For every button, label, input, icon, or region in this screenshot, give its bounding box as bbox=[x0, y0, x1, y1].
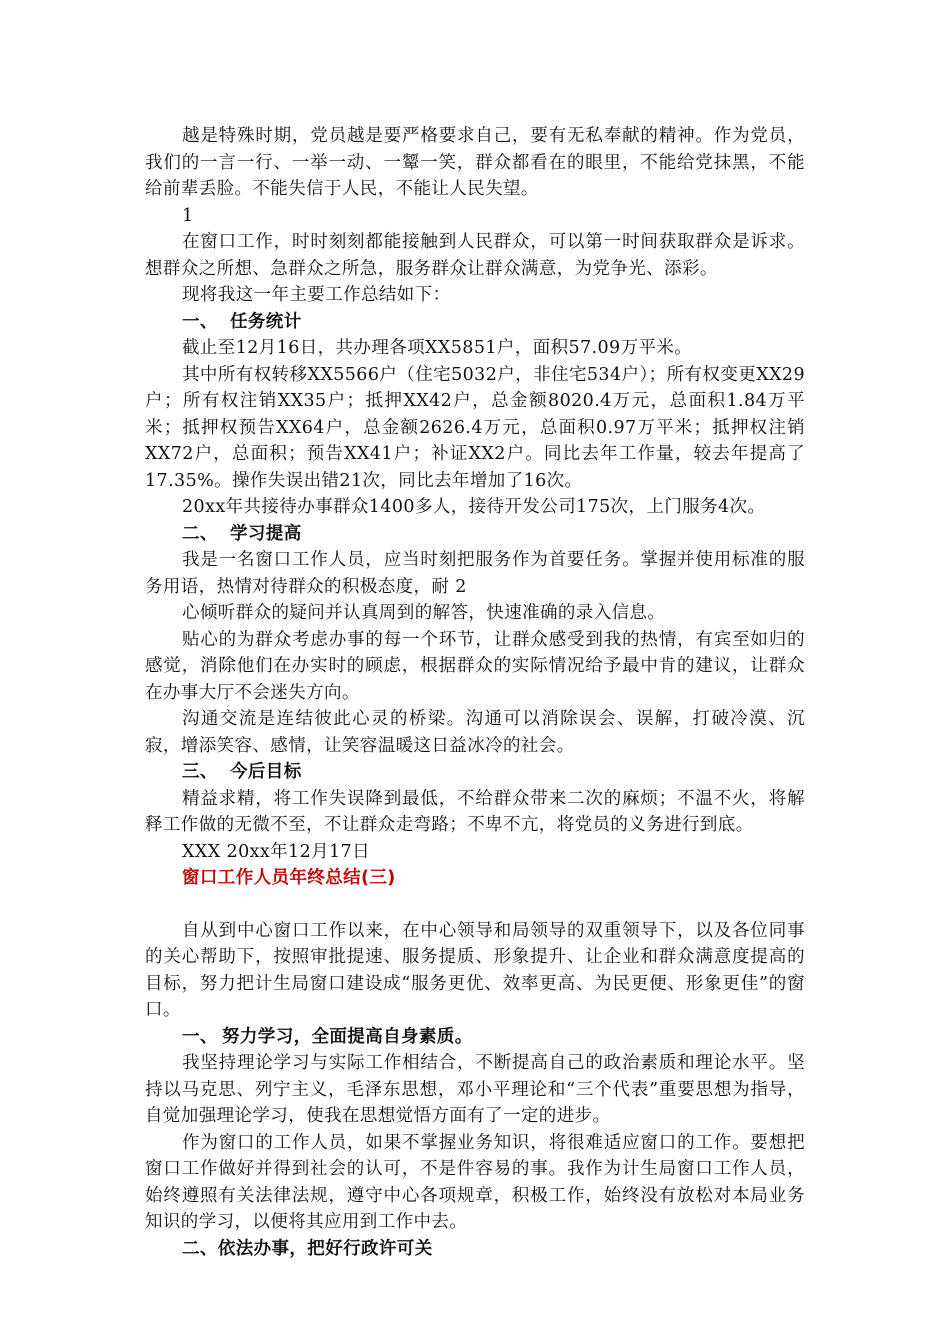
heading-number: 一、 bbox=[182, 311, 218, 332]
article-title: 窗口工作人员年终总结(三) bbox=[182, 868, 396, 888]
paragraph-goals: 精益求精，将工作失误降到最低，不给群众带来二次的麻烦；不温不火，将解释工作做的无微不至，不让群众走弯路；不卑不亢，将党员的义务进行到底。 bbox=[145, 788, 805, 835]
paragraph-service-first: 我是一名窗口工作人员，应当时刻把服务作为首要任务。掌握并使用标准的服务用语，热情对待群众的积极态度，耐 2 bbox=[145, 550, 805, 597]
heading-text: 今后目标 bbox=[230, 762, 302, 782]
heading-text: 努力学习，全面提高自身素质。 bbox=[222, 1026, 473, 1047]
paragraph-summary-intro: 现将我这一年主要工作总结如下： bbox=[182, 285, 451, 305]
heading-text: 学习提高 bbox=[230, 523, 302, 544]
section-heading-law: 二、依法办事，把好行政许可关 bbox=[182, 1238, 433, 1259]
signature-date: XXX 20xx年12月17日 bbox=[182, 841, 370, 862]
heading-number: 二、 bbox=[182, 523, 218, 544]
heading-number: 三、 bbox=[182, 762, 218, 782]
page-number-1: 1 bbox=[182, 205, 194, 226]
section-heading-learning bbox=[145, 521, 805, 548]
paragraph-task-total: 截止至12月16日，共办理各项XX5851户，面积57.09万平米。 bbox=[182, 338, 693, 358]
section-heading-task-statistics bbox=[145, 309, 805, 336]
paragraph-considerate: 贴心的为群众考虑办事的每一个环节，让群众感受到我的热情，有宾至如归的感觉，消除他们在办实时的顾虑，根据群众的实际情况给予最中肯的建议，让群众在办事大厅不会迷失方向。 bbox=[145, 629, 805, 703]
heading-number: 一、 bbox=[182, 1026, 218, 1047]
paragraph-party-member: 越是特殊时期，党员越是要严格要求自己，要有无私奉献的精神。作为党员，我们的一言一行、一举一动、一颦一笑，群众都看在的眼里，不能给党抹黑，不能给前辈丢脸。不能失信于人民，不能让人民失望。 bbox=[145, 126, 805, 199]
section-heading-future-goals bbox=[145, 759, 805, 786]
blank-line bbox=[145, 892, 805, 918]
paragraph-reception-stats: 20xx年共接待办事群众1400多人，接待开发公司175次，上门服务4次。 bbox=[182, 497, 766, 517]
paragraph-business-knowledge: 作为窗口的工作人员，如果不掌握业务知识，将很难适应窗口的工作。要想把窗口工作做好并得到社会的认可，不是件容易的事。我作为计生局窗口工作人员，始终遵照有关法律法规，遵守中心各项规章，积极工作，始终没有放松对本局业务知识的学习，以便将其应用到工作中去。 bbox=[145, 1132, 805, 1232]
paragraph-task-details: 其中所有权转移XX5566户（住宅5032户，非住宅534户）；所有权变更XX29户；所有权注销XX35户；抵押XX42户，总金额8020.4万元，总面积1.84万平米；抵押权预告XX64户，总金额2626.4万元，总面积0.97万平米；抵押权注销XX72户，总面积；预告XX41户；补证XX2户。同比去年工作量，较去年提高了17.35%。操作失误出错21次，同比去年增加了16次。 bbox=[145, 364, 805, 491]
heading-text: 任务统计 bbox=[230, 311, 302, 332]
paragraph-communication: 沟通交流是连结彼此心灵的桥梁。沟通可以消除误会、误解，打破冷漠、沉寂，增添笑容、感情，让笑容温暖这日益冰冷的社会。 bbox=[145, 709, 805, 756]
paragraph-listen: 心倾听群众的疑问并认真周到的解答，快速准确的录入信息。 bbox=[182, 603, 666, 623]
section-heading-study bbox=[145, 1024, 805, 1051]
paragraph-window-work: 在窗口工作，时时刻刻都能接触到人民群众，可以第一时间获取群众是诉求。想群众之所想、急群众之所急，服务群众让群众满意，为党争光、添彩。 bbox=[145, 232, 805, 279]
paragraph-theory-study: 我坚持理论学习与实际工作相结合，不断提高自己的政治素质和理论水平。坚持以马克思、列宁主义，毛泽东思想，邓小平理论和“三个代表”重要思想为指导，自觉加强理论学习，使我在思想觉悟方面有了一定的进步。 bbox=[145, 1053, 805, 1126]
document-body bbox=[145, 123, 805, 1262]
paragraph-article-intro: 自从到中心窗口工作以来，在中心领导和局领导的双重领导下，以及各位同事的关心帮助下，按照审批提速、服务提质、形象提升、让企业和群众满意度提高的目标，努力把计生局窗口建设成“服务更优、效率更高、为民更便、形象更佳”的窗口。 bbox=[145, 920, 805, 1020]
